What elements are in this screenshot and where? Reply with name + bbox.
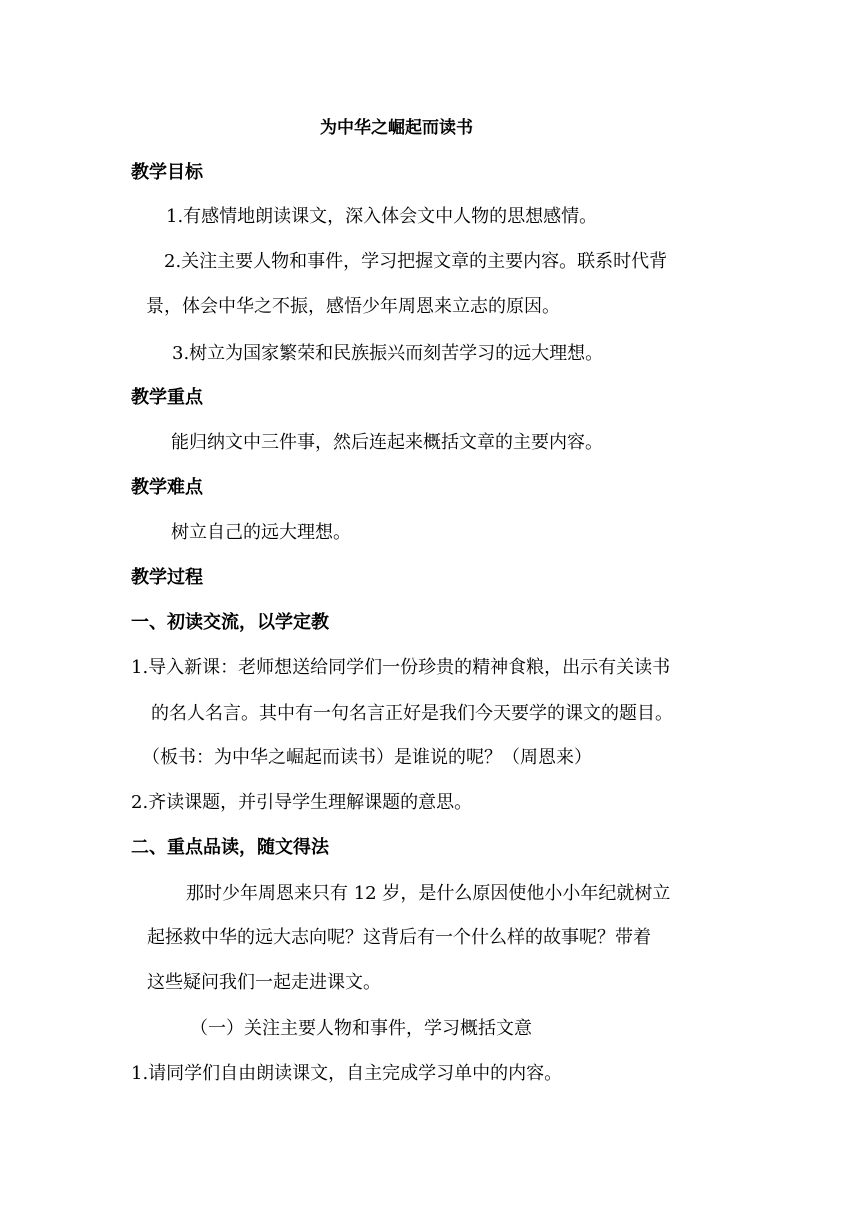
objective-item-2-line-2: 景，体会中华之不振，感悟少年周恩来立志的原因。 (146, 296, 560, 317)
section-2-paragraph-line-3: 这些疑问我们一起走进课文。 (147, 972, 381, 993)
objective-item-3: 3.树立为国家繁荣和民族振兴而刻苦学习的远大理想。 (172, 343, 604, 364)
section-1-item-1-line-3: （板书：为中华之崛起而读书）是谁说的呢？（周恩来） (142, 747, 592, 768)
key-points-text: 能归纳文中三件事，然后连起来概括文章的主要内容。 (171, 432, 603, 453)
section-2-paragraph-line-2: 起拯救中华的远大志向呢？这背后有一个什么样的故事呢？带着 (147, 927, 651, 948)
objective-item-1: 1.有感情地朗读课文，深入体会文中人物的思想感情。 (166, 206, 598, 227)
section-2-paragraph-line-1: 那时少年周恩来只有 12 岁，是什么原因使他小小年纪就树立 (186, 883, 671, 904)
section-1-item-1-line-1: 1.导入新课：老师想送给同学们一份珍贵的精神食粮，出示有关读书 (131, 657, 671, 678)
section-1-item-1-line-2: 的名人名言。其中有一句名言正好是我们今天要学的课文的题目。 (151, 703, 673, 724)
process-heading: 教学过程 (131, 567, 203, 588)
key-points-heading: 教学重点 (131, 387, 203, 408)
objective-item-2-line-1: 2.关注主要人物和事件，学习把握文章的主要内容。联系时代背 (164, 251, 668, 272)
difficulties-heading: 教学难点 (131, 477, 203, 498)
document-title: 为中华之崛起而读书 (320, 118, 473, 138)
section-1-heading: 一、初读交流，以学定教 (131, 612, 329, 633)
difficulties-text: 树立自己的远大理想。 (171, 522, 351, 543)
section-2-subheading: （一）关注主要人物和事件，学习概括文意 (190, 1018, 532, 1039)
section-2-item-1: 1.请同学们自由朗读课文，自主完成学习单中的内容。 (131, 1063, 563, 1084)
section-1-item-2: 2.齐读课题，并引导学生理解课题的意思。 (131, 792, 473, 813)
section-2-heading: 二、重点品读，随文得法 (131, 837, 329, 858)
objectives-heading: 教学目标 (131, 162, 203, 183)
